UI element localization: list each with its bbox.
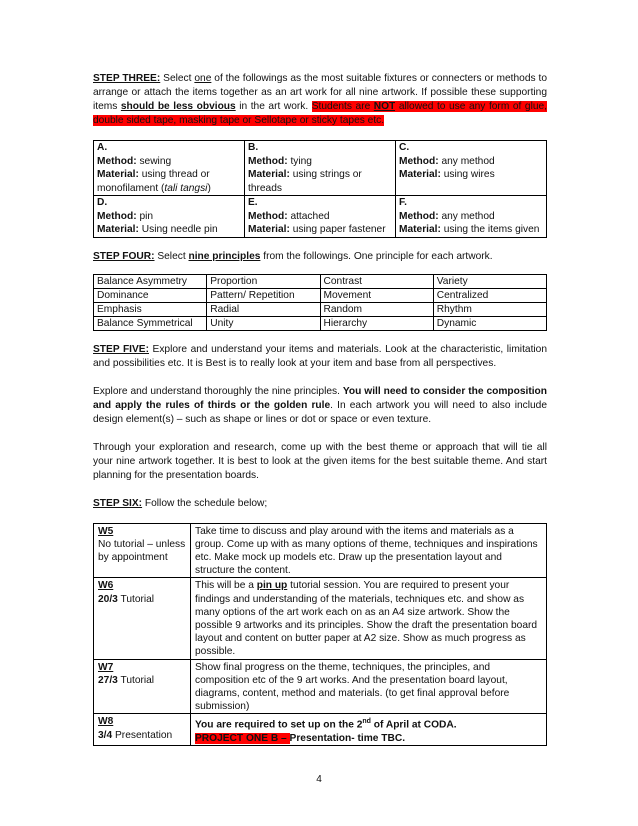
week-label: W8 bbox=[98, 716, 114, 728]
text-span: This will be a bbox=[195, 580, 257, 592]
method-value: attached bbox=[287, 210, 330, 222]
superscript: nd bbox=[362, 718, 371, 726]
material-value: Using needle pin bbox=[138, 224, 218, 235]
text-span: one bbox=[194, 73, 212, 84]
week-session: Tutorial bbox=[117, 674, 155, 686]
material-label: Material: bbox=[97, 224, 139, 235]
step-three-paragraph bbox=[93, 72, 547, 128]
method-label: Method: bbox=[399, 210, 439, 222]
material-label: Material: bbox=[97, 169, 139, 180]
principles-paragraph bbox=[93, 385, 547, 427]
principle-cell: Contrast bbox=[320, 274, 433, 288]
principle-cell: Unity bbox=[207, 316, 320, 330]
text-span: pin up bbox=[256, 580, 288, 592]
material-value: using wires bbox=[440, 169, 495, 180]
method-letter: D. bbox=[97, 197, 108, 208]
text-span: . In each artwork you will need to also include design element(s) – such as shape or lines or dot or space or even texture. bbox=[93, 399, 547, 425]
theme-paragraph: Through your exploration and research, come up with the best theme or approach that will tie all your nine artwork together. It is best to look at the given items for the best suitable theme. And start planning for the presentation boards. bbox=[93, 441, 547, 481]
table-row bbox=[94, 288, 547, 302]
text-span: Explore and understand your items and materials. Look at the characteristic, limitation and possibilities etc. It is Best is to really look at your item and base from all perspectives. bbox=[93, 343, 547, 369]
week-cell bbox=[94, 523, 191, 578]
material-label: Material: bbox=[399, 169, 441, 180]
method-label: Method: bbox=[248, 210, 288, 222]
step-six-paragraph bbox=[93, 497, 547, 511]
week-cell bbox=[94, 714, 191, 746]
step-five-paragraph bbox=[93, 343, 547, 371]
step-five-label: STEP FIVE: bbox=[93, 343, 149, 355]
principle-cell: Rhythm bbox=[433, 302, 546, 316]
methods-table bbox=[93, 140, 547, 238]
step-four-paragraph bbox=[93, 250, 547, 264]
principle-cell: Balance Symmetrical bbox=[94, 316, 207, 330]
table-row bbox=[94, 274, 547, 288]
text-span: of the followings as the most suitable fixtures or connecters or methods to arrange or attach the items together as an art work for all nine artwork. If possible these supporting items bbox=[93, 73, 547, 112]
highlight-text: allowed to use any form of glue, double sided tape, masking tape or Sellotape or sticky tapes etc. bbox=[93, 101, 547, 126]
material-label: Material: bbox=[248, 169, 290, 180]
principle-cell: Pattern/ Repetition bbox=[207, 288, 320, 302]
principles-table bbox=[93, 274, 547, 331]
text-span: Select bbox=[154, 250, 189, 262]
principle-cell: Variety bbox=[433, 274, 546, 288]
principle-cell: Balance Asymmetry bbox=[94, 274, 207, 288]
method-letter: E. bbox=[248, 197, 258, 208]
week-session: Tutorial bbox=[117, 593, 155, 605]
week-description bbox=[191, 578, 547, 659]
method-letter: C. bbox=[399, 142, 410, 153]
method-value: any method bbox=[438, 210, 495, 222]
table-row bbox=[94, 302, 547, 316]
week-date: 3/4 bbox=[98, 729, 113, 741]
week-label: W7 bbox=[98, 661, 114, 673]
material-label: Material: bbox=[248, 224, 290, 235]
method-value: any method bbox=[438, 155, 495, 167]
table-row bbox=[94, 659, 547, 714]
method-cell bbox=[396, 141, 547, 196]
week-description bbox=[191, 714, 547, 746]
method-letter: A. bbox=[97, 142, 108, 153]
text-span: Explore and understand thoroughly the nine principles. bbox=[93, 385, 343, 397]
method-value: sewing bbox=[136, 155, 172, 167]
principle-cell: Dynamic bbox=[433, 316, 546, 330]
method-cell bbox=[94, 196, 245, 238]
method-cell bbox=[94, 141, 245, 196]
material-end: ) bbox=[207, 182, 211, 194]
table-row bbox=[94, 578, 547, 659]
principle-cell: Dominance bbox=[94, 288, 207, 302]
step-four-label: STEP FOUR: bbox=[93, 250, 155, 262]
document-page bbox=[93, 72, 547, 746]
week-description: Take time to discuss and play around with the items and materials as a group. Come up with as many options of theme, techniques and inspirations etc. Make mock up models etc. Draw up the presentation layout and structure the content. bbox=[191, 523, 547, 578]
method-label: Method: bbox=[399, 155, 439, 167]
method-cell bbox=[245, 141, 396, 196]
text-span: Select bbox=[160, 73, 195, 84]
method-value: pin bbox=[136, 210, 154, 222]
method-label: Method: bbox=[248, 155, 288, 167]
method-letter: F. bbox=[399, 197, 407, 208]
table-row bbox=[94, 316, 547, 330]
text-span: tutorial session. You are required to present your findings and understanding of the materials, techniques etc. and show as many options of the art work each on as an A4 size artwork. Show the possible 9 artworks and its principles. Show the draft the presentation board layout and content on butter paper at A2 size. Show as much progress as possible. bbox=[195, 580, 538, 658]
text-span: should be less obvious bbox=[120, 101, 236, 112]
week-label: W5 bbox=[98, 525, 114, 537]
method-cell bbox=[245, 196, 396, 238]
text-span: You are required to set up on the 2 bbox=[195, 719, 363, 731]
table-row bbox=[94, 714, 547, 746]
highlight-text: NOT bbox=[373, 101, 396, 112]
highlight-text: Students are bbox=[311, 101, 374, 112]
principle-cell: Hierarchy bbox=[320, 316, 433, 330]
week-cell bbox=[94, 659, 191, 714]
material-value: using thread or monofilament ( bbox=[97, 169, 210, 194]
principle-cell: Centralized bbox=[433, 288, 546, 302]
week-date: 27/3 bbox=[98, 674, 118, 686]
page-number: 4 bbox=[316, 774, 322, 785]
highlight-text: PROJECT ONE B – bbox=[195, 732, 290, 744]
material-italic: tali tangsi bbox=[164, 182, 208, 194]
method-label: Method: bbox=[97, 210, 137, 222]
step-three-label: STEP THREE: bbox=[93, 73, 161, 84]
principle-cell: Radial bbox=[207, 302, 320, 316]
principle-cell: Movement bbox=[320, 288, 433, 302]
text-span: from the followings. One principle for each artwork. bbox=[260, 250, 493, 262]
method-value: tying bbox=[287, 155, 312, 167]
week-description: Show final progress on the theme, techniques, the principles, and composition etc of the 9 art works. And the presentation board layout, diagrams, content, method and materials. (to get final approval before submission) bbox=[191, 659, 547, 714]
week-session: Presentation bbox=[112, 729, 173, 741]
text-span: nine principles bbox=[188, 250, 261, 262]
text-span: Follow the schedule below; bbox=[142, 497, 268, 509]
table-row bbox=[94, 523, 547, 578]
principle-cell: Proportion bbox=[207, 274, 320, 288]
principle-cell: Emphasis bbox=[94, 302, 207, 316]
schedule-table bbox=[93, 523, 547, 747]
method-cell bbox=[396, 196, 547, 238]
material-value: using paper fastener bbox=[289, 224, 386, 235]
text-span: Presentation- time TBC. bbox=[289, 732, 406, 744]
method-letter: B. bbox=[248, 142, 259, 153]
material-value: using the items given bbox=[440, 224, 540, 235]
step-six-label: STEP SIX: bbox=[93, 497, 143, 509]
principle-cell: Random bbox=[320, 302, 433, 316]
method-label: Method: bbox=[97, 155, 137, 167]
text-span: You will need to consider the composition and apply the rules of thirds or the golden rule bbox=[93, 385, 547, 411]
week-cell bbox=[94, 578, 191, 659]
week-note: No tutorial – unless bbox=[98, 538, 186, 550]
week-label: W6 bbox=[98, 580, 114, 592]
week-date: 20/3 bbox=[98, 593, 118, 605]
text-span: in the art work. bbox=[235, 101, 312, 112]
week-note: by appointment bbox=[98, 551, 168, 563]
text-span: of April at CODA. bbox=[370, 719, 457, 731]
material-value: using strings or threads bbox=[248, 169, 362, 194]
material-label: Material: bbox=[399, 224, 441, 235]
